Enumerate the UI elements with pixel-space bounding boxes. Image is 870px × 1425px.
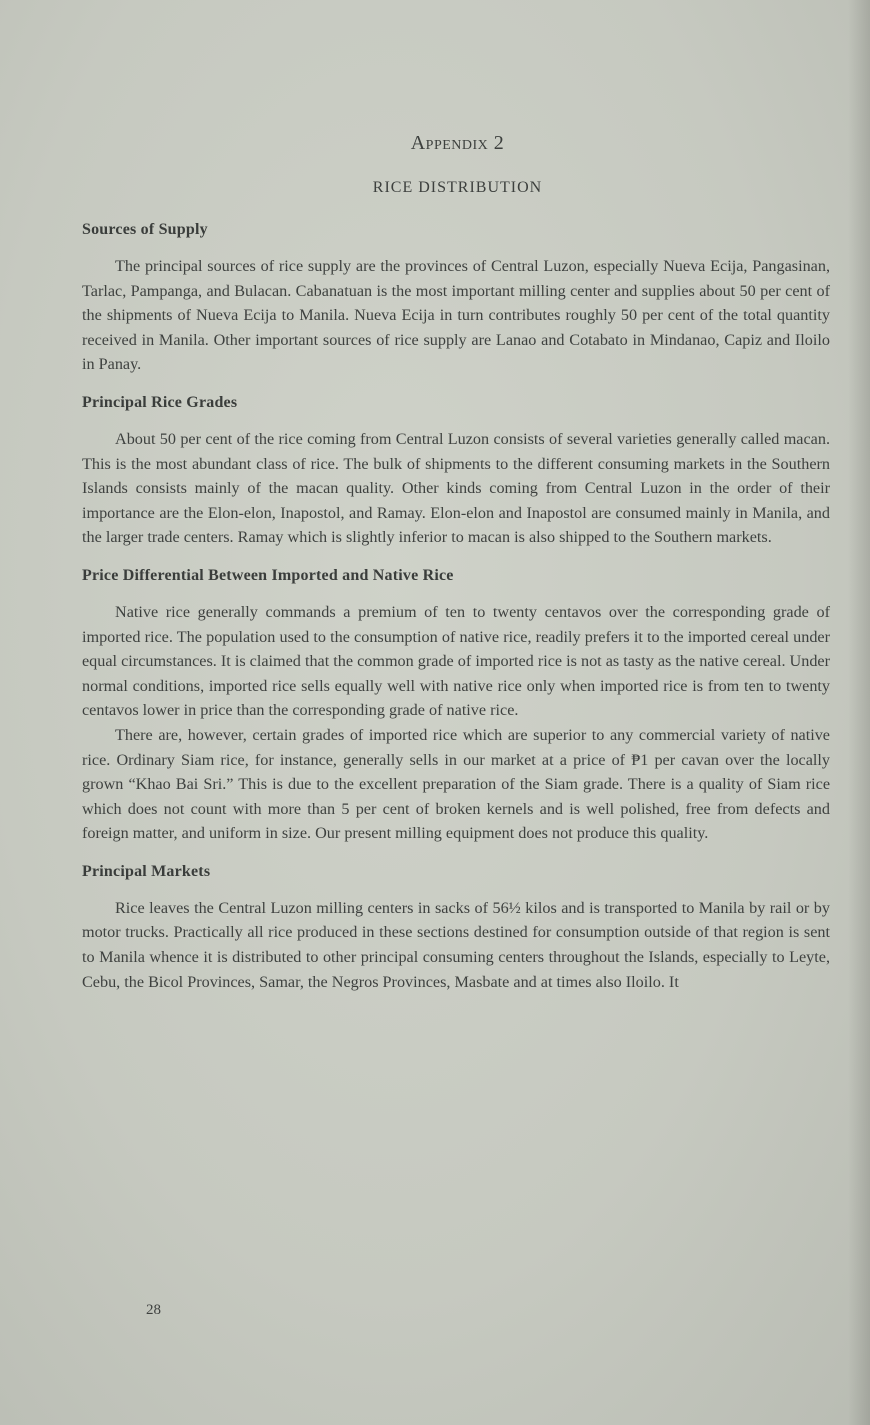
section-heading-price-differential: Price Differential Between Imported and Native Rice [82,566,454,584]
page-number: 28 [146,1302,161,1318]
appendix-label: Appendix 2 [410,132,505,154]
paragraph: The principal sources of rice supply are the provinces of Central Luzon, especially Nueva Ecija, Pangasinan, Tarlac, Pampanga, and Bulacan. Cabanatuan is the most important milling center and supplies about 50 per cent of the shipments of Nueva Ecija to Manila. Nueva Ecija in turn contributes roughly 50 per cent of the total quantity received in Manila. Other important sources of rice supply are Lanao and Cotabato in Mindanao, Capiz and Iloilo in Panay. [82,257,830,374]
paragraph: There are, however, certain grades of imported rice which are superior to any commercial variety of native rice. Ordinary Siam rice, for instance, generally sells in our market at a price of ₱1 per cavan over the locally grown “Khao Bai Sri.” This is due to the excellent preparation of the Siam grade. There is a quality of Siam rice which does not count with more than 5 per cent of broken kernels and is well polished, free from defects and foreign matter, and uniform in size. Our present milling equipment does not produce this quality. [82,725,830,843]
section-heading-markets: Principal Markets [82,862,211,880]
section-heading-grades: Principal Rice Grades [82,393,238,411]
paragraph: About 50 per cent of the rice coming from Central Luzon consists of several varieties generally called macan. This is the most abundant class of rice. The bulk of shipments to the different consuming markets in the Southern Islands consists mainly of the macan quality. Other kinds coming from Central Luzon in the order of their importance are the Elon-elon, Inapostol, and Ramay. Elon-elon and Inapostol are consumed mainly in Manila, and the larger trade centers. Ramay which is slightly inferior to macan is also shipped to the Southern markets. [82,429,830,547]
paragraph: Native rice generally commands a premium of ten to twenty centavos over the corresponding grade of imported rice. The population used to the consumption of native rice, readily prefers it to the imported cereal under equal circumstances. It is claimed that the common grade of imported rice is not as tasty as the native cereal. Under normal conditions, imported rice sells equally well with native rice only when imported rice is from ten to twenty centavos lower in price than the corresponding grade of native rice. [82,602,830,720]
paragraph: Rice leaves the Central Luzon milling centers in sacks of 56½ kilos and is transported to Manila by rail or by motor trucks. Practically all rice produced in these sections destined for consumption outside of that region is sent to Manila whence it is distributed to other principal consuming centers throughout the Islands, especially to Leyte, Cebu, the Bicol Provinces, Samar, the Negros Provinces, Masbate and at times also Iloilo. It [82,898,830,991]
body-content [82,218,830,994]
section-heading-sources: Sources of Supply [82,221,208,238]
page-title: RICE DISTRIBUTION [372,179,543,196]
